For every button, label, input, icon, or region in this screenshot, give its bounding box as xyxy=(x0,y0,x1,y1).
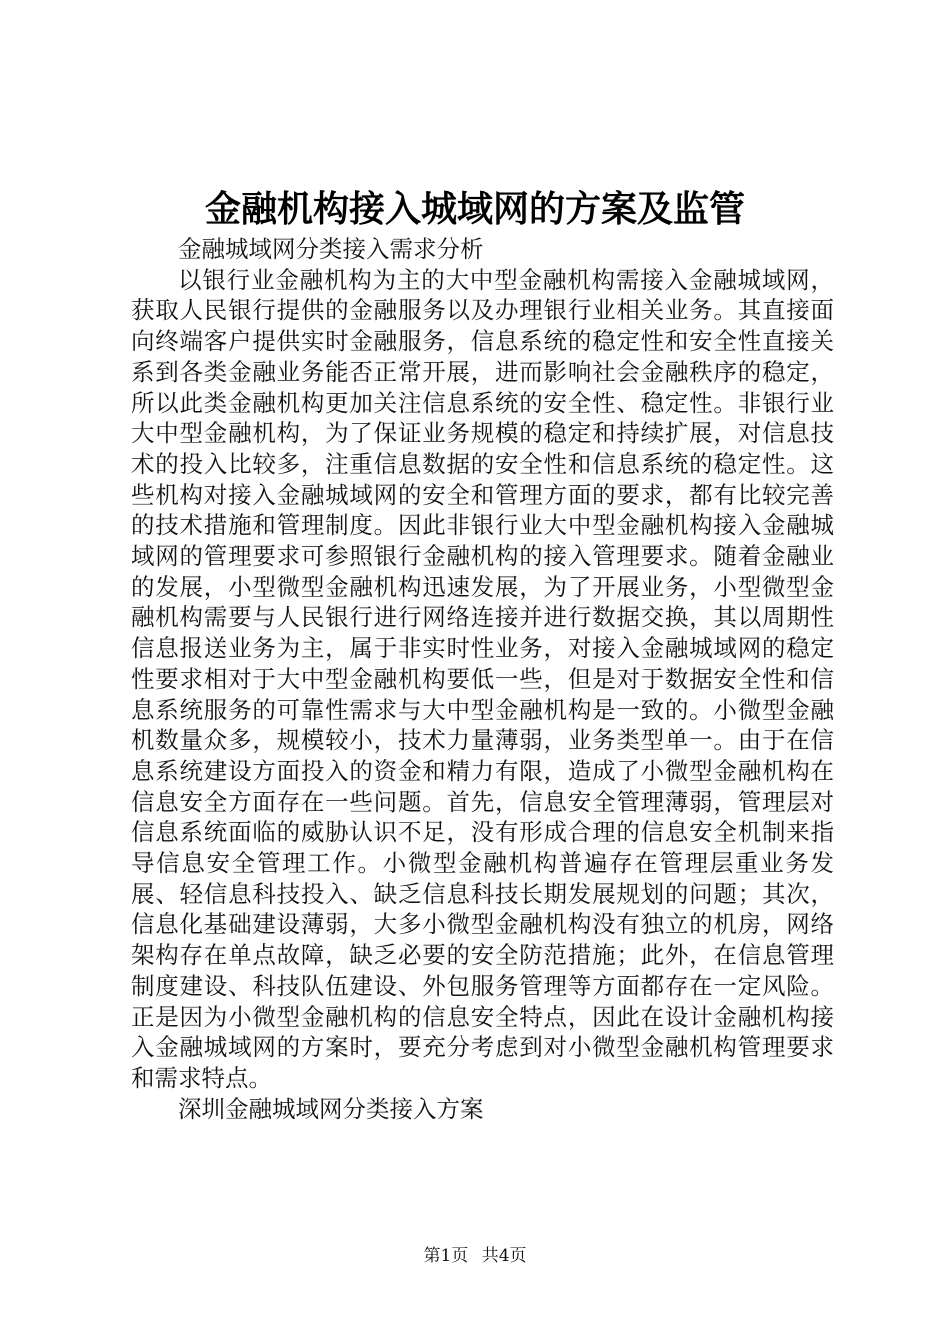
page-number: 第1页 xyxy=(423,1246,469,1266)
section-heading-shenzhen-plan: 深圳金融城域网分类接入方案 xyxy=(178,1094,484,1123)
page-total: 共4页 xyxy=(481,1246,527,1266)
page-footer xyxy=(0,1244,950,1268)
section-heading-requirements: 金融城域网分类接入需求分析 xyxy=(178,235,484,263)
document-body xyxy=(131,234,834,1124)
document-title: 金融机构接入城域网的方案及监管 xyxy=(204,188,745,230)
body-paragraph: 以银行业金融机构为主的大中型金融机构需接入金融城域网，获取人民银行提供的金融服务以及办理银行业相关业务。其直接面向终端客户提供实时金融服务，信息系统的稳定性和安全性直接关系到各类金融业务能否正常开展，进而影响社会金融秩序的稳定，所以此类金融机构更加关注信息系统的安全性、稳定性。非银行业大中型金融机构，为了保证业务规模的稳定和持续扩展，对信息技术的投入比较多，注重信息数据的安全性和信息系统的稳定性。这些机构对接入金融城域网的安全和管理方面的要求，都有比较完善的技术措施和管理制度。因此非银行业大中型金融机构接入金融城域网的管理要求可参照银行金融机构的接入管理要求。随着金融业的发展，小型微型金融机构迅速发展，为了开展业务，小型微型金融机构需要与人民银行进行网络连接并进行数据交换，其以周期性信息报送业务为主，属于非实时性业务，对接入金融城域网的稳定性要求相对于大中型金融机构要低一些，但是对于数据安全性和信息系统服务的可靠性需求与大中型金融机构是一致的。小微型金融机数量众多，规模较小，技术力量薄弱，业务类型单一。由于在信息系统建设方面投入的资金和精力有限，造成了小微型金融机构在信息安全方面存在一些问题。首先，信息安全管理薄弱，管理层对信息系统面临的威胁认识不足，没有形成合理的信息安全机制来指导信息安全管理工作。小微型金融机构普遍存在管理层重业务发展、轻信息科技投入、缺乏信息科技长期发展规划的问题；其次，信息化基础建设薄弱，大多小微型金融机构没有独立的机房，网络架构存在单点故障，缺乏必要的安全防范措施；此外，在信息管理制度建设、科技队伍建设、外包服务管理等方面都存在一定风险。正是因为小微型金融机构的信息安全特点，因此在设计金融机构接入金融城域网的方案时，要充分考虑到对小微型金融机构管理要求和需求特点。 xyxy=(131,265,834,1092)
